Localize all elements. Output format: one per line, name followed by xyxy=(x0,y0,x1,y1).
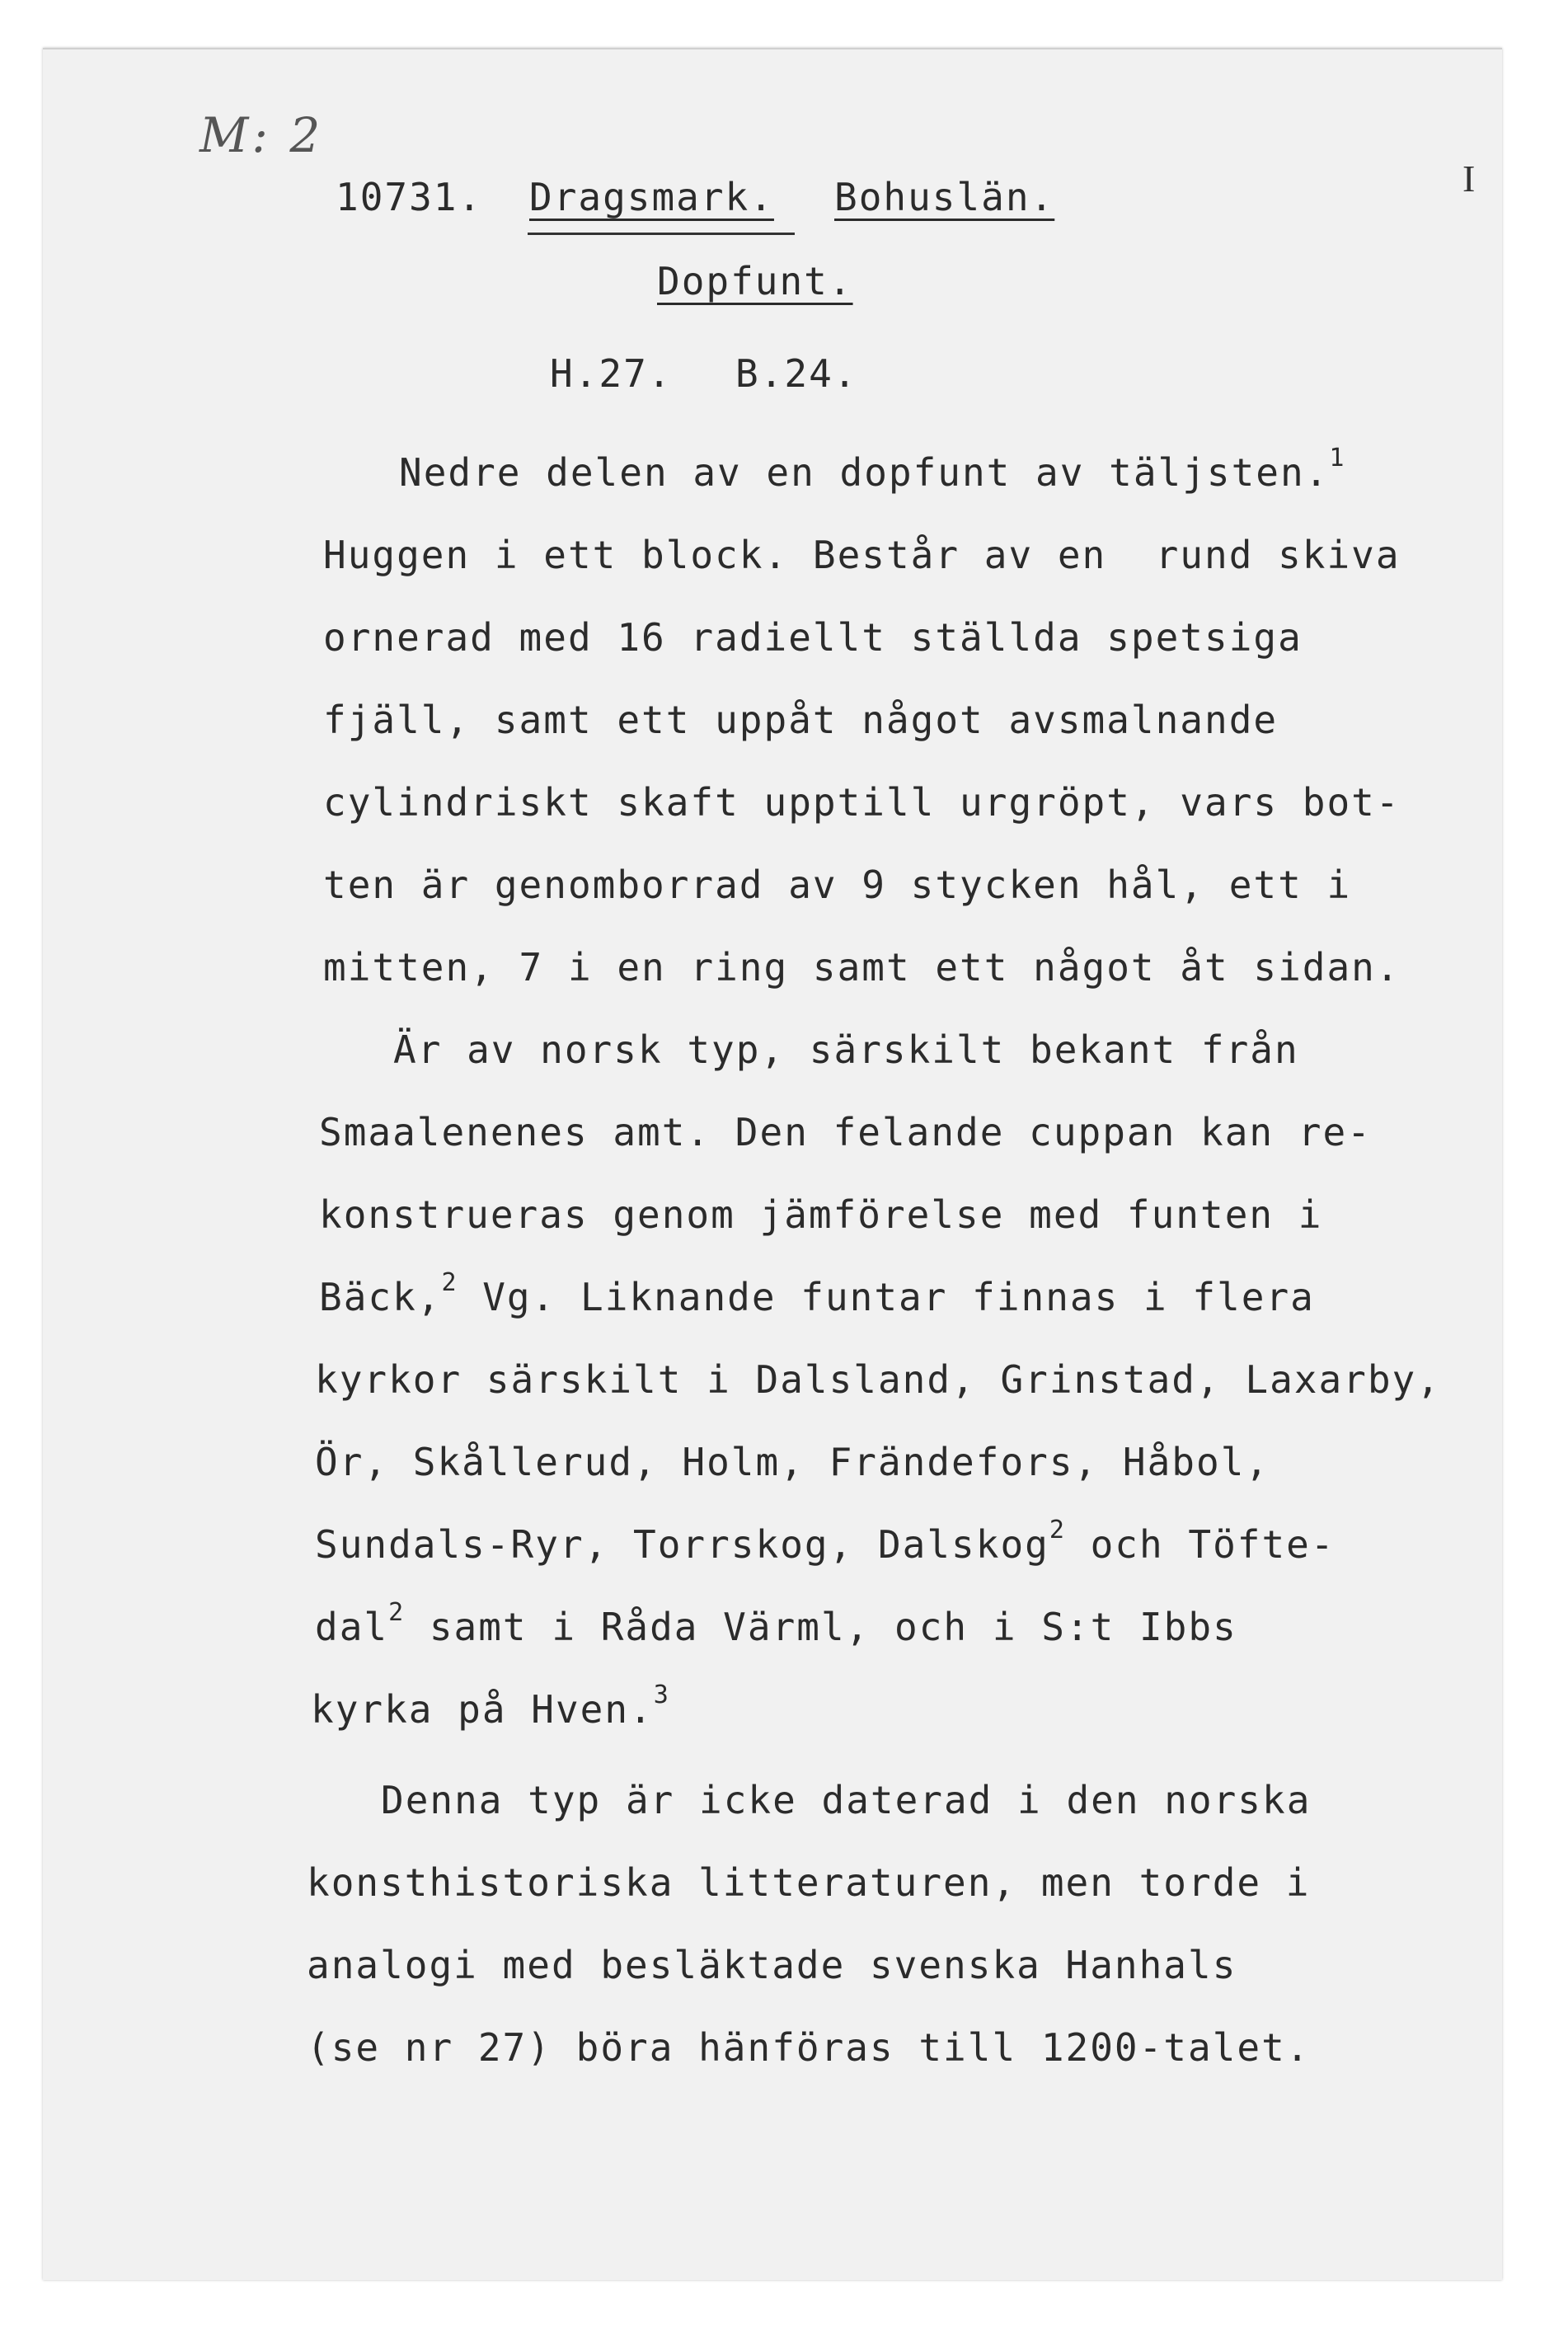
body-line: mitten, 7 i en ring samt ett något åt sidan. xyxy=(323,945,1401,990)
footnote-ref: 1 xyxy=(1329,444,1346,472)
dimension-breadth: B.24. xyxy=(735,351,858,396)
footnote-ref: 2 xyxy=(388,1598,406,1627)
body-line: konstrueras genom jämförelse med funten i xyxy=(319,1192,1323,1237)
body-line: kyrkor särskilt i Dalsland, Grinstad, Laxarby, xyxy=(315,1357,1441,1402)
body-line: kyrka på Hven.$^3$ xyxy=(311,1681,670,1732)
page-number: I xyxy=(1462,157,1476,200)
body-line: dal$^2$ samt i Råda Värml, och i S:t Ibbs xyxy=(315,1598,1237,1649)
body-line: Är av norsk typ, särskilt bekant från xyxy=(393,1027,1299,1072)
entry-region: Bohuslän. xyxy=(834,175,1055,219)
entry-place: Dragsmark. xyxy=(529,175,774,219)
heading-rule xyxy=(528,233,795,235)
body-line: fjäll, samt ett uppåt något avsmalnande xyxy=(323,698,1279,742)
document-page xyxy=(43,48,1502,2280)
handwritten-mark: M: 2 xyxy=(200,107,324,163)
body-line: ten är genomborrad av 9 stycken hål, ett i xyxy=(323,863,1352,907)
footnote-ref: 3 xyxy=(653,1681,670,1709)
body-line: cylindriskt skaft upptill urgröpt, vars bot- xyxy=(323,780,1401,825)
footnote-ref: 2 xyxy=(441,1268,458,1297)
body-line: Bäck,$^2$ Vg. Liknande funtar finnas i flera xyxy=(319,1268,1315,1319)
entry-number: 10731. xyxy=(336,175,483,219)
body-line: ornerad med 16 radiellt ställda spetsiga xyxy=(323,615,1303,660)
entry-object: Dopfunt. xyxy=(657,259,853,303)
body-line: analogi med besläktade svenska Hanhals xyxy=(307,1943,1237,1987)
body-line: (se nr 27) böra hänföras till 1200-talet. xyxy=(307,2025,1311,2070)
body-line: Nedre delen av en dopfunt av täljsten.$^1$ xyxy=(399,444,1346,495)
body-line: konsthistoriska litteraturen, men torde i xyxy=(307,1860,1311,1905)
footnote-ref: 2 xyxy=(1049,1516,1066,1544)
body-line: Ör, Skållerud, Holm, Frändefors, Håbol, xyxy=(315,1440,1270,1484)
body-line: Huggen i ett block. Består av en rund skiva xyxy=(323,533,1401,577)
dimension-height: H.27. xyxy=(550,351,673,396)
body-line: Smaalenenes amt. Den felande cuppan kan re- xyxy=(319,1110,1372,1154)
body-line: Sundals-Ryr, Torrskog, Dalskog$^2$ och Töfte- xyxy=(315,1516,1336,1567)
body-line: Denna typ är icke daterad i den norska xyxy=(381,1778,1312,1822)
